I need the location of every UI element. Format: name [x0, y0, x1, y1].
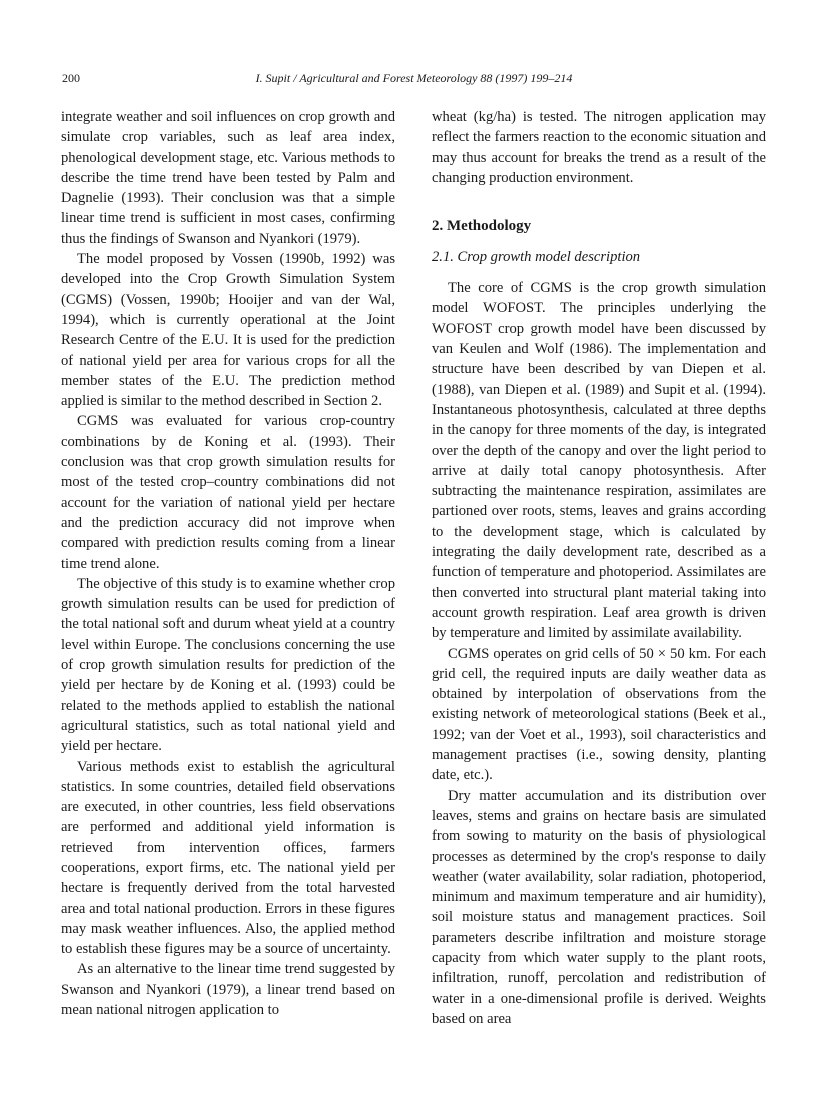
paragraph: CGMS was evaluated for various crop-country combinations by de Koning et al. (1993). Their conclusion was that crop growth simulation results for most of the tested crop–country combinations did not account for the variation of national yield per hectare and the prediction accuracy did not improve when compared with prediction results coming from a linear time trend alone. — [61, 413, 395, 572]
paragraph: integrate weather and soil influences on crop growth and simulate crop variables, such as leaf area index, phenological development stage, etc. Various methods to describe the time trend have been tested by Palm and Dagnelie (1993). Their conclusion was that a simple linear time trend is sufficient in most cases, confirming thus the findings of Swanson and Nyankori (1979). — [61, 109, 395, 247]
page-number: 200 — [62, 71, 80, 85]
paragraph: CGMS operates on grid cells of 50 × 50 km. For each grid cell, the required inputs are daily weather data as obtained by interpolation of observations from the existing network of meteorological stations (Beek et al., 1992; van der Voet et al., 1993), soil characteristics and management practises (i.e., sowing density, planting date, etc.). — [432, 645, 766, 784]
paragraph: wheat (kg/ha) is tested. The nitrogen application may reflect the farmers reaction to the economic situation and may thus account for breaks the trend as a result of the changing production environment. — [432, 109, 766, 186]
paragraph: The model proposed by Vossen (1990b, 1992) was developed into the Crop Growth Simulation System (CGMS) (Vossen, 1990b; Hooijer and van der Wal, 1994), which is currently operational at the Joint Research Centre of the E.U. It is used for the prediction of national yield per area for various crops for all the member states of the E.U. The prediction method applied is similar to the method described in Section 2. — [61, 251, 395, 410]
left-column — [61, 107, 395, 1020]
section-heading: 2. Methodology — [432, 218, 532, 235]
right-column — [432, 107, 766, 1029]
paragraph: As an alternative to the linear time trend suggested by Swanson and Nyankori (1979), a linear trend based on mean national nitrogen application to — [61, 961, 395, 1019]
paragraph: Dry matter accumulation and its distribution over leaves, stems and grains on hectare basis are simulated from sowing to maturity on the basis of physiological processes as determined by the crop's response to daily weather (water availability, solar radiation, photoperiod, minimum and maximum temperature and air humidity), soil moisture status and management practices. Soil parameters describe infiltration and moisture storage capacity from which water supply to the plant roots, infiltration, runoff, percolation and redistribution of water in a one-dimensional profile is derived. Weights based on area — [432, 787, 766, 1027]
subsection-heading: 2.1. Crop growth model description — [432, 249, 641, 266]
paragraph: The core of CGMS is the crop growth simulation model WOFOST. The principles underlying the WOFOST crop growth model have been discussed by van Keulen and Wolf (1986). The implementation and structure have been described by van Diepen et al. (1988), van Diepen et al. (1989) and Supit et al. (1994). Instantaneous photosynthesis, calculated at three depths in the canopy for three moments of the day, is integrated over the depth of the canopy and over the light period to arrive at daily total canopy photosynthesis. After subtracting the maintenance respiration, assimilates are partioned over roots, stems, leaves and grains according to the development stage, which is calculated by integrating the daily development rate, described as a function of temperature and photoperiod. Assimilates are then converted into structural plant material taking into account growth respiration. Leaf area growth is driven by temperature and limited by assimilate availability. — [432, 280, 766, 642]
paragraph: The objective of this study is to examine whether crop growth simulation results can be used for prediction of the total national soft and durum wheat yield at a country level within Europe. The conclusions concerning the use of crop growth simulation results for prediction of the yield per hectare by de Koning et al. (1993) could be related to the methods applied to establish the national agricultural statistics, such as total national yield and yield per hectare. — [61, 575, 395, 755]
running-header — [62, 71, 766, 89]
journal-reference: I. Supit / Agricultural and Forest Meteorology 88 (1997) 199–214 — [255, 71, 573, 85]
paragraph: Various methods exist to establish the agricultural statistics. In some countries, detailed field observations are executed, in other countries, less field observations are performed and additional yield information is retrieved from intervention offices, farmers cooperations, export firms, etc. The national yield per hectare is frequently derived from the total harvested area and total national production. Errors in these figures may mask weather influences. Also, the applied method to establish these figures may be a source of uncertainty. — [61, 758, 395, 958]
